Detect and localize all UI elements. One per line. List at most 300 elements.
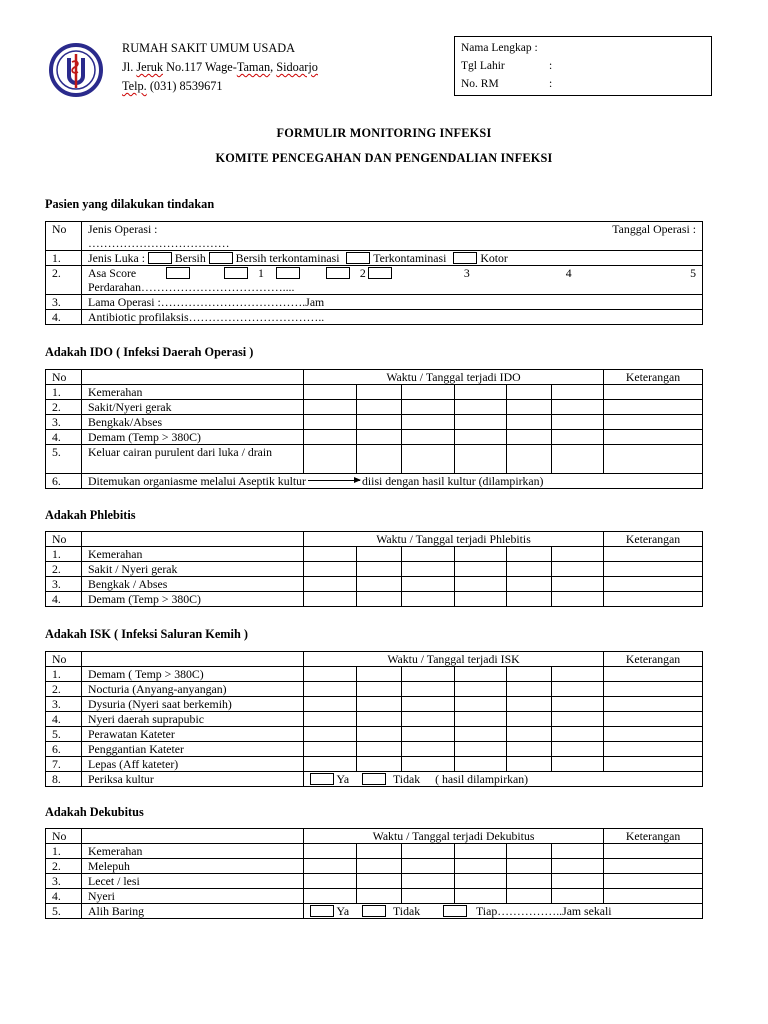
date-cell[interactable]	[552, 712, 604, 727]
date-cell[interactable]	[507, 400, 552, 415]
jenis-luka-label: Jenis Luka :	[88, 251, 146, 265]
table-row	[46, 562, 703, 577]
date-cell[interactable]	[357, 430, 402, 445]
turning-options-cell	[304, 904, 703, 919]
row-number: 2.	[46, 266, 82, 295]
date-cell[interactable]	[304, 415, 357, 430]
row-label: Perawatan Kateter	[82, 727, 304, 742]
culture-left-label: Ditemukan organiasme melalui Aseptik kultur	[88, 474, 306, 488]
tiap-label: Tiap……………..Jam sekali	[476, 904, 612, 918]
date-cell[interactable]	[402, 592, 455, 607]
date-cell[interactable]	[304, 562, 357, 577]
isk-table	[45, 651, 703, 787]
no-header: No	[46, 532, 82, 547]
jenis-operasi-label: Jenis Operasi :	[88, 222, 158, 236]
table-row	[46, 727, 703, 742]
ido-table	[45, 369, 703, 489]
name-label: Nama Lengkap :	[461, 42, 538, 54]
blank-header	[82, 370, 304, 385]
date-cell[interactable]	[304, 757, 357, 772]
date-cell[interactable]	[507, 712, 552, 727]
date-cell[interactable]	[357, 712, 402, 727]
table-row	[46, 251, 703, 266]
date-cell[interactable]	[402, 577, 455, 592]
date-cell[interactable]	[357, 757, 402, 772]
date-cell[interactable]	[552, 400, 604, 415]
date-cell[interactable]	[552, 682, 604, 697]
dekubitus-section-title: Adakah Dekubitus	[45, 805, 144, 819]
checkbox-tiap[interactable]	[443, 905, 467, 917]
asa-value-1: 1	[258, 266, 264, 280]
procedure-table	[45, 221, 703, 325]
row-number: 2.	[46, 682, 82, 697]
date-cell[interactable]	[402, 742, 455, 757]
row-label: Sakit/Nyeri gerak	[82, 400, 304, 415]
date-cell[interactable]	[402, 844, 455, 859]
row-number: 6.	[46, 474, 82, 489]
date-cell[interactable]	[304, 742, 357, 757]
note-cell[interactable]	[604, 874, 703, 889]
note-cell[interactable]	[604, 562, 703, 577]
table-header-row	[46, 532, 703, 547]
date-cell[interactable]	[507, 682, 552, 697]
date-cell[interactable]	[357, 415, 402, 430]
date-cell[interactable]	[455, 874, 507, 889]
date-cell[interactable]	[304, 697, 357, 712]
row-label: Dysuria (Nyeri saat berkemih)	[82, 697, 304, 712]
date-cell[interactable]	[357, 667, 402, 682]
checkbox-tidak[interactable]	[362, 773, 386, 785]
table-row	[46, 697, 703, 712]
date-cell[interactable]	[507, 889, 552, 904]
date-cell[interactable]	[552, 874, 604, 889]
date-cell[interactable]	[552, 859, 604, 874]
dob-row	[461, 57, 705, 75]
date-cell[interactable]	[507, 697, 552, 712]
hasil-label: ( hasil dilampirkan)	[435, 772, 529, 786]
table-header-row	[46, 370, 703, 385]
row-number: 5.	[46, 727, 82, 742]
time-header: Waktu / Tanggal terjadi Phlebitis	[304, 532, 604, 547]
date-cell[interactable]	[552, 430, 604, 445]
operation-cell[interactable]	[82, 222, 703, 251]
row-label: Keluar cairan purulent dari luka / drain	[82, 445, 304, 474]
date-cell[interactable]	[357, 445, 402, 474]
checkbox-tidak[interactable]	[362, 905, 386, 917]
date-cell[interactable]	[507, 859, 552, 874]
date-cell[interactable]	[552, 547, 604, 562]
date-cell[interactable]	[507, 415, 552, 430]
date-cell[interactable]	[507, 445, 552, 474]
date-cell[interactable]	[455, 667, 507, 682]
date-cell[interactable]	[304, 844, 357, 859]
note-cell[interactable]	[604, 667, 703, 682]
row-number: 3.	[46, 577, 82, 592]
date-cell[interactable]	[507, 844, 552, 859]
hospital-phone	[122, 77, 318, 96]
date-cell[interactable]	[455, 430, 507, 445]
date-cell[interactable]	[455, 385, 507, 400]
table-row	[46, 667, 703, 682]
date-cell[interactable]	[455, 757, 507, 772]
checkbox-asa-3[interactable]	[368, 267, 392, 279]
note-cell[interactable]	[604, 430, 703, 445]
row-label: Bengkak/Abses	[82, 415, 304, 430]
table-row	[46, 592, 703, 607]
checkbox-terkontaminasi[interactable]	[346, 252, 370, 264]
date-cell[interactable]	[455, 445, 507, 474]
date-cell[interactable]	[357, 859, 402, 874]
tanggal-operasi-label: Tanggal Operasi :	[612, 222, 696, 236]
ya-label: Ya	[336, 772, 350, 786]
tidak-label: Tidak	[393, 772, 421, 786]
operation-dots: ………………………………	[88, 236, 230, 250]
row-number: 5.	[46, 904, 82, 919]
date-cell[interactable]	[455, 742, 507, 757]
row-number: 6.	[46, 742, 82, 757]
date-cell[interactable]	[507, 727, 552, 742]
date-cell[interactable]	[402, 874, 455, 889]
date-cell[interactable]	[455, 577, 507, 592]
checkbox-bersih[interactable]	[148, 252, 172, 264]
date-cell[interactable]	[402, 757, 455, 772]
time-header: Waktu / Tanggal terjadi ISK	[304, 652, 604, 667]
date-cell[interactable]	[402, 562, 455, 577]
date-cell[interactable]	[507, 742, 552, 757]
checkbox-ya[interactable]	[310, 773, 334, 785]
date-cell[interactable]	[402, 445, 455, 474]
table-row	[46, 295, 703, 310]
note-header: Keterangan	[604, 652, 703, 667]
hospital-info	[122, 39, 318, 96]
form-title: FORMULIR MONITORING INFEKSI	[276, 126, 492, 140]
note-cell[interactable]	[604, 727, 703, 742]
blank-header	[82, 829, 304, 844]
table-row	[46, 772, 703, 787]
table-row	[46, 430, 703, 445]
table-row	[46, 874, 703, 889]
phlebitis-section-title: Adakah Phlebitis	[45, 508, 136, 522]
date-cell[interactable]	[304, 592, 357, 607]
date-cell[interactable]	[552, 385, 604, 400]
address-sep: ,	[270, 60, 277, 74]
table-row	[46, 445, 703, 474]
row-label: Sakit / Nyeri gerak	[82, 562, 304, 577]
row-label: Lecet / lesi	[82, 874, 304, 889]
note-cell[interactable]	[604, 547, 703, 562]
date-cell[interactable]	[402, 415, 455, 430]
row-label: Demam ( Temp > 380C)	[82, 667, 304, 682]
table-row	[46, 904, 703, 919]
asa-value-2: 2	[359, 266, 366, 280]
date-cell[interactable]	[402, 727, 455, 742]
date-cell[interactable]	[402, 889, 455, 904]
date-cell[interactable]	[455, 415, 507, 430]
note-header: Keterangan	[604, 532, 703, 547]
date-cell[interactable]	[507, 430, 552, 445]
table-row	[46, 266, 703, 295]
row-number: 4.	[46, 712, 82, 727]
date-cell[interactable]	[455, 844, 507, 859]
checkbox-bersih-terkontaminasi[interactable]	[209, 252, 233, 264]
hospital-address	[122, 58, 318, 77]
row-number: 4.	[46, 889, 82, 904]
phlebitis-table	[45, 531, 703, 607]
date-cell[interactable]	[507, 667, 552, 682]
date-cell[interactable]	[357, 592, 402, 607]
time-header: Waktu / Tanggal terjadi Dekubitus	[304, 829, 604, 844]
checkbox-asa-1b[interactable]	[224, 267, 248, 279]
no-header: No	[46, 829, 82, 844]
date-cell[interactable]	[507, 547, 552, 562]
note-cell[interactable]	[604, 712, 703, 727]
date-cell[interactable]	[402, 682, 455, 697]
date-cell[interactable]	[455, 697, 507, 712]
rm-colon: :	[549, 78, 553, 90]
date-cell[interactable]	[552, 667, 604, 682]
date-cell[interactable]	[402, 400, 455, 415]
procedure-section-title: Pasien yang dilakukan tindakan	[45, 197, 215, 211]
row-label: Kemerahan	[82, 385, 304, 400]
row-number: 4.	[46, 310, 82, 325]
row-number: 3.	[46, 295, 82, 310]
date-cell[interactable]	[304, 667, 357, 682]
address-street: Jeruk	[136, 60, 163, 74]
checkbox-ya[interactable]	[310, 905, 334, 917]
date-cell[interactable]	[304, 859, 357, 874]
date-cell[interactable]	[357, 727, 402, 742]
date-cell[interactable]	[304, 400, 357, 415]
table-row	[46, 859, 703, 874]
row-number: 1.	[46, 844, 82, 859]
date-cell[interactable]	[304, 682, 357, 697]
row-number: 1.	[46, 547, 82, 562]
isk-section-title: Adakah ISK ( Infeksi Saluran Kemih )	[45, 627, 248, 641]
time-header: Waktu / Tanggal terjadi IDO	[304, 370, 604, 385]
row-label: Penggantian Kateter	[82, 742, 304, 757]
date-cell[interactable]	[357, 577, 402, 592]
address-prefix: Jl.	[122, 60, 137, 74]
note-cell[interactable]	[604, 400, 703, 415]
name-row	[461, 39, 705, 57]
note-cell[interactable]	[604, 844, 703, 859]
date-cell[interactable]	[455, 400, 507, 415]
date-cell[interactable]	[304, 889, 357, 904]
date-cell[interactable]	[552, 889, 604, 904]
row-number: 4.	[46, 430, 82, 445]
date-cell[interactable]	[304, 712, 357, 727]
note-header: Keterangan	[604, 370, 703, 385]
date-cell[interactable]	[304, 385, 357, 400]
no-header: No	[46, 652, 82, 667]
row-number: 1.	[46, 385, 82, 400]
date-cell[interactable]	[552, 757, 604, 772]
table-row	[46, 310, 703, 325]
perdarahan-label: Perdarahan………………………………....	[88, 280, 295, 294]
row-label: Bengkak / Abses	[82, 577, 304, 592]
checkbox-kotor[interactable]	[453, 252, 477, 264]
date-cell[interactable]	[357, 562, 402, 577]
row-number: 4.	[46, 592, 82, 607]
row-label: Demam (Temp > 380C)	[82, 592, 304, 607]
date-cell[interactable]	[552, 445, 604, 474]
table-row	[46, 577, 703, 592]
row-label: Demam (Temp > 380C)	[82, 430, 304, 445]
date-cell[interactable]	[357, 742, 402, 757]
note-cell[interactable]	[604, 577, 703, 592]
checkbox-asa-1[interactable]	[166, 267, 190, 279]
row-label: Kemerahan	[82, 547, 304, 562]
date-cell[interactable]	[402, 712, 455, 727]
date-cell[interactable]	[455, 859, 507, 874]
bersih-label: Bersih	[174, 251, 206, 265]
date-cell[interactable]	[455, 889, 507, 904]
date-cell[interactable]	[304, 727, 357, 742]
date-cell[interactable]	[552, 697, 604, 712]
antibiotic-label[interactable]: Antibiotic profilaksis……………………………..	[82, 310, 703, 325]
date-cell[interactable]	[552, 592, 604, 607]
table-row	[46, 385, 703, 400]
row-number: 1.	[46, 667, 82, 682]
row-number: 2.	[46, 400, 82, 415]
blank-header	[82, 652, 304, 667]
table-row	[46, 222, 703, 251]
note-cell[interactable]	[604, 859, 703, 874]
no-header: No	[46, 370, 82, 385]
culture-cell	[82, 474, 703, 489]
date-cell[interactable]	[304, 547, 357, 562]
note-cell[interactable]	[604, 889, 703, 904]
date-cell[interactable]	[304, 430, 357, 445]
checkbox-asa-2b[interactable]	[326, 267, 350, 279]
checkbox-asa-2[interactable]	[276, 267, 300, 279]
date-cell[interactable]	[455, 727, 507, 742]
note-header: Keterangan	[604, 829, 703, 844]
kotor-label: Kotor	[480, 251, 508, 265]
form-subtitle: KOMITE PENCEGAHAN DAN PENGENDALIAN INFEKSI	[215, 151, 553, 165]
table-row	[46, 757, 703, 772]
date-cell[interactable]	[402, 385, 455, 400]
dob-colon: :	[549, 60, 553, 72]
note-cell[interactable]	[604, 697, 703, 712]
row-label: Nyeri daerah suprapubic	[82, 712, 304, 727]
date-cell[interactable]	[304, 577, 357, 592]
address-mid: No.117 Wage-	[163, 60, 237, 74]
hospital-name: RUMAH SAKIT UMUM USADA	[122, 41, 295, 55]
date-cell[interactable]	[402, 859, 455, 874]
row-label: Nyeri	[82, 889, 304, 904]
row-number: 2.	[46, 562, 82, 577]
patient-identity-box[interactable]	[454, 36, 712, 96]
note-cell[interactable]	[604, 385, 703, 400]
date-cell[interactable]	[357, 697, 402, 712]
asa-cell	[82, 266, 703, 295]
table-row	[46, 400, 703, 415]
date-cell[interactable]	[357, 385, 402, 400]
address-city: Sidoarjo	[276, 60, 318, 74]
date-cell[interactable]	[552, 415, 604, 430]
table-row	[46, 682, 703, 697]
date-cell[interactable]	[402, 697, 455, 712]
arrow-right-icon	[308, 480, 360, 481]
date-cell[interactable]	[402, 430, 455, 445]
table-header-row	[46, 652, 703, 667]
terkontaminasi-label: Terkontaminasi	[373, 251, 447, 265]
phone-number: (031) 8539671	[146, 79, 223, 93]
table-row	[46, 415, 703, 430]
date-cell[interactable]	[455, 592, 507, 607]
row-number: 3.	[46, 415, 82, 430]
asa-value-4: 4	[565, 266, 572, 280]
table-header-row	[46, 829, 703, 844]
date-cell[interactable]	[357, 844, 402, 859]
asa-score-label: Asa Score	[88, 266, 137, 280]
date-cell[interactable]	[402, 667, 455, 682]
date-cell[interactable]	[357, 400, 402, 415]
note-cell[interactable]	[604, 682, 703, 697]
date-cell[interactable]	[357, 874, 402, 889]
date-cell[interactable]	[304, 445, 357, 474]
note-cell[interactable]	[604, 757, 703, 772]
tidak-label: Tidak	[393, 904, 421, 918]
hospital-logo	[48, 42, 104, 98]
rm-label: No. RM	[461, 78, 499, 90]
note-cell[interactable]	[604, 415, 703, 430]
lama-operasi-label[interactable]: Lama Operasi :……………………………….Jam	[82, 295, 703, 310]
row-number: 1.	[46, 251, 82, 266]
table-row	[46, 547, 703, 562]
note-cell[interactable]	[604, 445, 703, 474]
date-cell[interactable]	[507, 577, 552, 592]
date-cell[interactable]	[507, 874, 552, 889]
dob-label: Tgl Lahir	[461, 60, 505, 72]
date-cell[interactable]	[507, 385, 552, 400]
date-cell[interactable]	[552, 727, 604, 742]
row-number: 3.	[46, 874, 82, 889]
date-cell[interactable]	[552, 742, 604, 757]
no-header: No	[46, 222, 82, 251]
date-cell[interactable]	[304, 874, 357, 889]
date-cell[interactable]	[552, 844, 604, 859]
row-number: 7.	[46, 757, 82, 772]
note-cell[interactable]	[604, 742, 703, 757]
date-cell[interactable]	[552, 562, 604, 577]
bersih-terkontaminasi-label: Bersih terkontaminasi	[235, 251, 340, 265]
date-cell[interactable]	[402, 547, 455, 562]
date-cell[interactable]	[455, 682, 507, 697]
date-cell[interactable]	[455, 562, 507, 577]
table-row	[46, 844, 703, 859]
date-cell[interactable]	[357, 889, 402, 904]
note-cell[interactable]	[604, 592, 703, 607]
date-cell[interactable]	[507, 592, 552, 607]
asa-value-5: 5	[690, 266, 696, 280]
date-cell[interactable]	[455, 547, 507, 562]
row-label: Nocturia (Anyang-anyangan)	[82, 682, 304, 697]
date-cell[interactable]	[455, 712, 507, 727]
wound-type-cell	[82, 251, 703, 266]
date-cell[interactable]	[357, 547, 402, 562]
row-label: Periksa kultur	[82, 772, 304, 787]
table-row	[46, 712, 703, 727]
rm-row	[461, 75, 705, 93]
date-cell[interactable]	[552, 577, 604, 592]
date-cell[interactable]	[507, 562, 552, 577]
phone-word: Telp.	[122, 79, 147, 93]
date-cell[interactable]	[507, 757, 552, 772]
dekubitus-table	[45, 828, 703, 919]
date-cell[interactable]	[357, 682, 402, 697]
